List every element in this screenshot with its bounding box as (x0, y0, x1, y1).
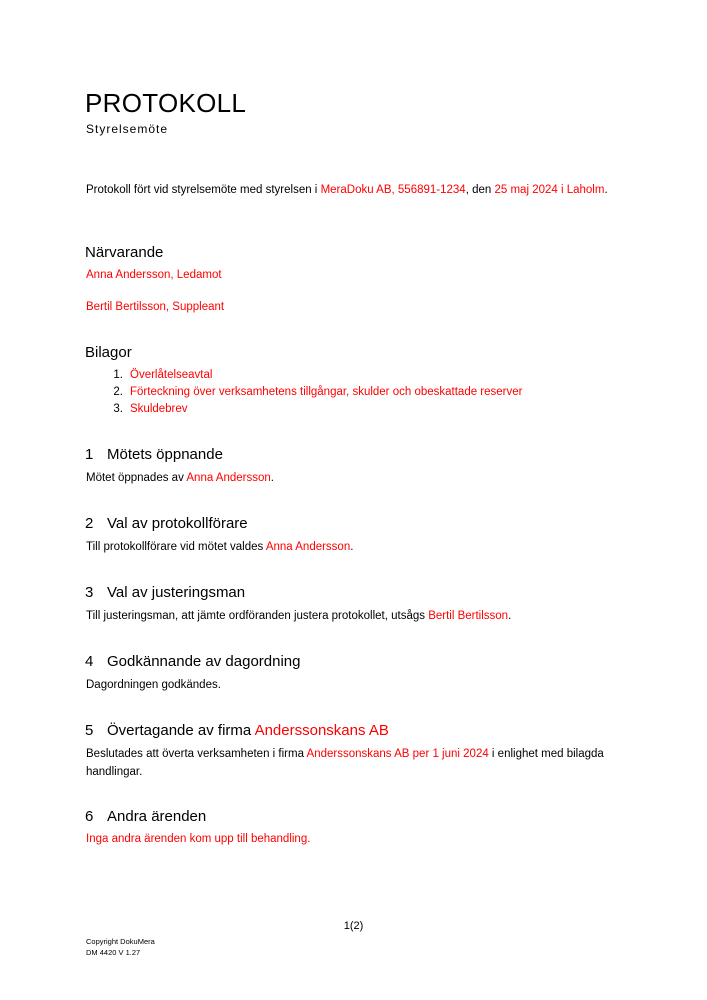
section-6-text: Inga andra ärenden kom upp till behandling. (86, 833, 311, 845)
section-title: Godkännande av dagordning (107, 653, 301, 670)
attachments-list (86, 367, 522, 418)
section-5-heading (85, 721, 389, 741)
placeholder-text: Anna Andersson (265, 541, 351, 553)
section-2-text (86, 538, 626, 556)
section-2-heading (85, 514, 248, 534)
text-segment: i enlighet med bilagda handlingar. (86, 748, 604, 778)
page-number: 1(2) (343, 920, 364, 932)
attachment-text: Överlåtelseavtal (130, 369, 213, 381)
intro-date-place: 25 maj 2024 i Laholm (494, 184, 605, 196)
section-5-text (86, 745, 616, 781)
text-segment: . (270, 472, 274, 484)
section-6-heading (85, 807, 206, 827)
intro-paragraph (86, 181, 626, 199)
section-4-heading (85, 652, 301, 672)
attachment-number: 2. (113, 386, 123, 398)
text-segment: . (508, 610, 512, 622)
attendee-item: Bertil Bertilsson, Suppleant (86, 301, 225, 313)
attachment-item (86, 401, 522, 418)
attachment-text: Skuldebrev (130, 403, 188, 415)
section-3-text (86, 607, 626, 625)
footer (86, 936, 155, 958)
text-segment: Beslutades att överta verksamheten i firma (86, 748, 307, 760)
attachment-text: Förteckning över verksamhetens tillgångar, skulder och obeskattade reserver (130, 386, 523, 398)
document-subtitle: Styrelsemöte (86, 122, 169, 136)
intro-middle: , den (465, 184, 495, 196)
section-1-heading (85, 445, 223, 465)
attachment-number: 1. (113, 369, 123, 381)
section-number: 2 (85, 515, 94, 532)
section-number: 5 (85, 722, 94, 739)
attendees-heading: Närvarande (85, 244, 164, 261)
section-title: Övertagande av firma (107, 722, 255, 739)
section-title: Andra ärenden (107, 808, 207, 825)
attendee-item: Anna Andersson, Ledamot (86, 269, 222, 281)
text-segment: Till protokollförare vid mötet valdes (86, 541, 266, 553)
section-title: Val av protokollförare (107, 515, 248, 532)
section-4-text: Dagordningen godkändes. (86, 679, 221, 691)
attachment-number: 3. (113, 403, 123, 415)
text-segment: Till justeringsman, att jämte ordföranden justera protokollet, utsågs (86, 610, 429, 622)
placeholder-text: Bertil Bertilsson (428, 610, 509, 622)
footer-copyright: Copyright DokuMera (86, 937, 155, 946)
section-number: 3 (85, 584, 94, 601)
section-3-heading (85, 583, 245, 603)
placeholder-text: Anna Andersson (186, 472, 271, 484)
attachment-item (86, 367, 522, 384)
section-title: Val av justeringsman (107, 584, 246, 601)
footer-version: DM 4420 V 1.27 (86, 948, 141, 957)
intro-suffix: . (604, 184, 608, 196)
text-segment: Mötet öppnades av (86, 472, 187, 484)
section-number: 1 (85, 446, 94, 463)
section-title: Mötets öppnande (107, 446, 223, 463)
section-title-company: Anderssonskans AB (254, 722, 389, 739)
section-number: 6 (85, 808, 94, 825)
intro-company: MeraDoku AB, 556891-1234 (320, 184, 466, 196)
attachment-item (86, 384, 522, 401)
document-title: PROTOKOLL (85, 88, 247, 118)
placeholder-text: Anderssonskans AB per 1 juni 2024 (306, 748, 489, 760)
intro-prefix: Protokoll fört vid styrelsemöte med styrelsen i (86, 184, 321, 196)
text-segment: . (350, 541, 354, 553)
attachments-heading: Bilagor (85, 344, 132, 361)
section-1-text (86, 469, 626, 487)
section-number: 4 (85, 653, 94, 670)
